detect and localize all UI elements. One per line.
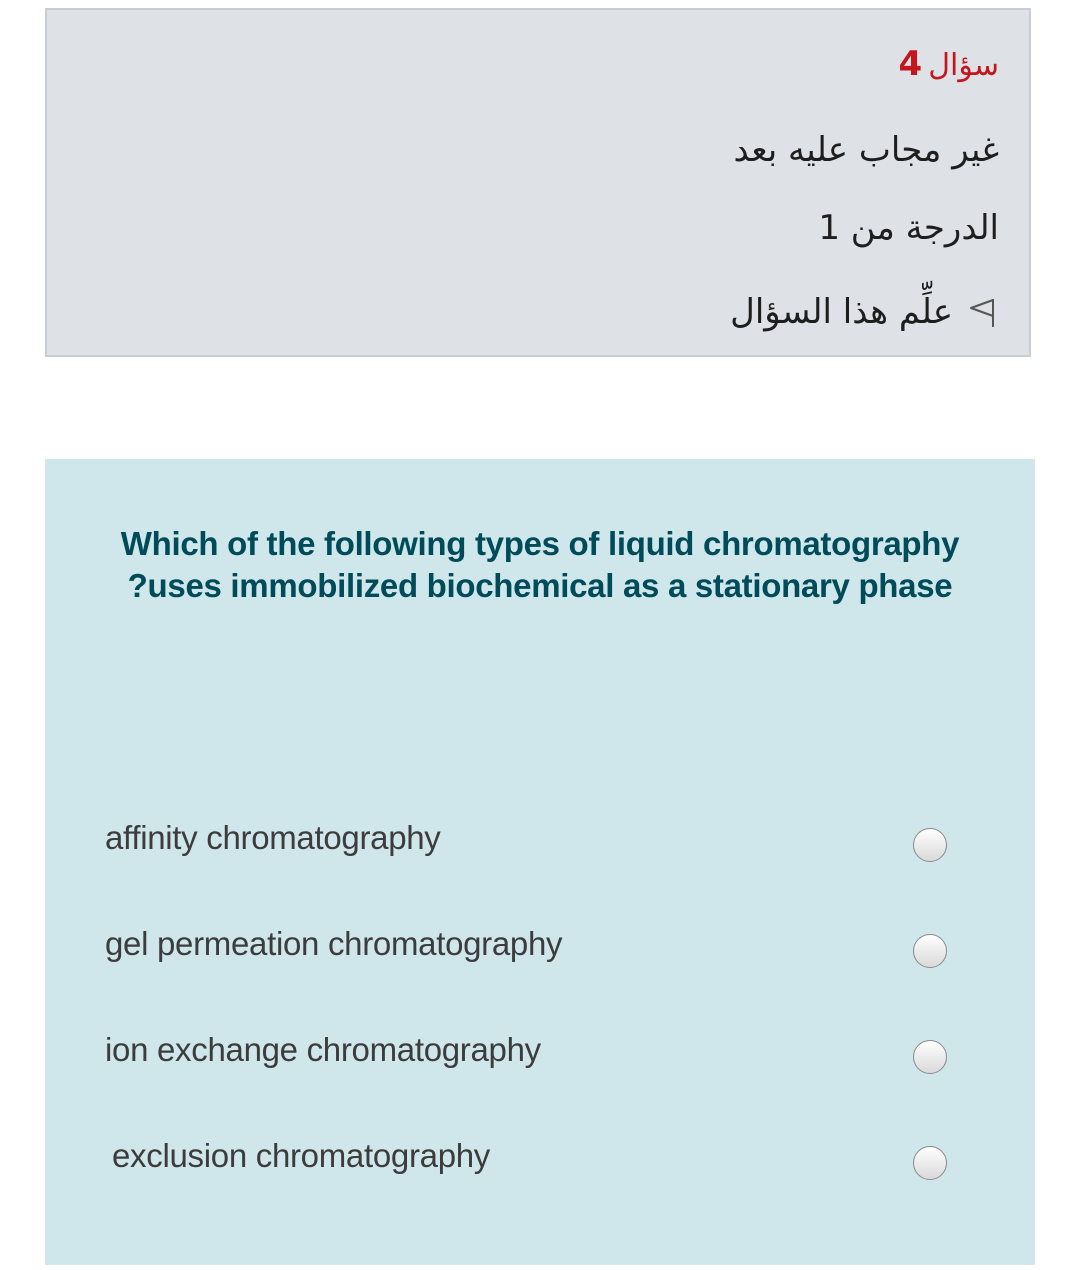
answer-radio-button[interactable]	[913, 934, 947, 968]
answer-label[interactable]: ion exchange chromatography	[105, 1031, 541, 1068]
answer-option-gel-permeation[interactable]	[45, 910, 1035, 980]
answer-label[interactable]: exclusion chromatography	[112, 1137, 491, 1174]
answer-label[interactable]: gel permeation chromatography	[105, 925, 563, 962]
question-grade: الدرجة من 1	[818, 208, 999, 248]
answer-radio-button[interactable]	[913, 828, 947, 862]
flag-question-label[interactable]: علِّم هذا السؤال	[730, 292, 953, 332]
flag-question-link[interactable]	[730, 290, 999, 334]
question-text-line2: ?uses immobilized biochemical as a stationary phase	[127, 567, 953, 604]
question-heading	[899, 42, 999, 88]
question-state: غير مجاب عليه بعد	[733, 130, 999, 170]
answer-option-exclusion[interactable]	[45, 1122, 1035, 1192]
question-info-panel	[45, 8, 1031, 357]
question-text-line1: Which of the following types of liquid chromatography	[120, 525, 960, 562]
flag-icon	[965, 295, 999, 329]
question-content-panel	[45, 459, 1035, 1265]
answer-radio-button[interactable]	[913, 1040, 947, 1074]
answer-label[interactable]: affinity chromatography	[105, 819, 441, 856]
answer-option-affinity[interactable]	[45, 804, 1035, 874]
question-number: 4	[898, 44, 923, 84]
answer-option-ion-exchange[interactable]	[45, 1016, 1035, 1086]
question-heading-label: سؤال	[928, 48, 999, 83]
answer-radio-button[interactable]	[913, 1146, 947, 1180]
